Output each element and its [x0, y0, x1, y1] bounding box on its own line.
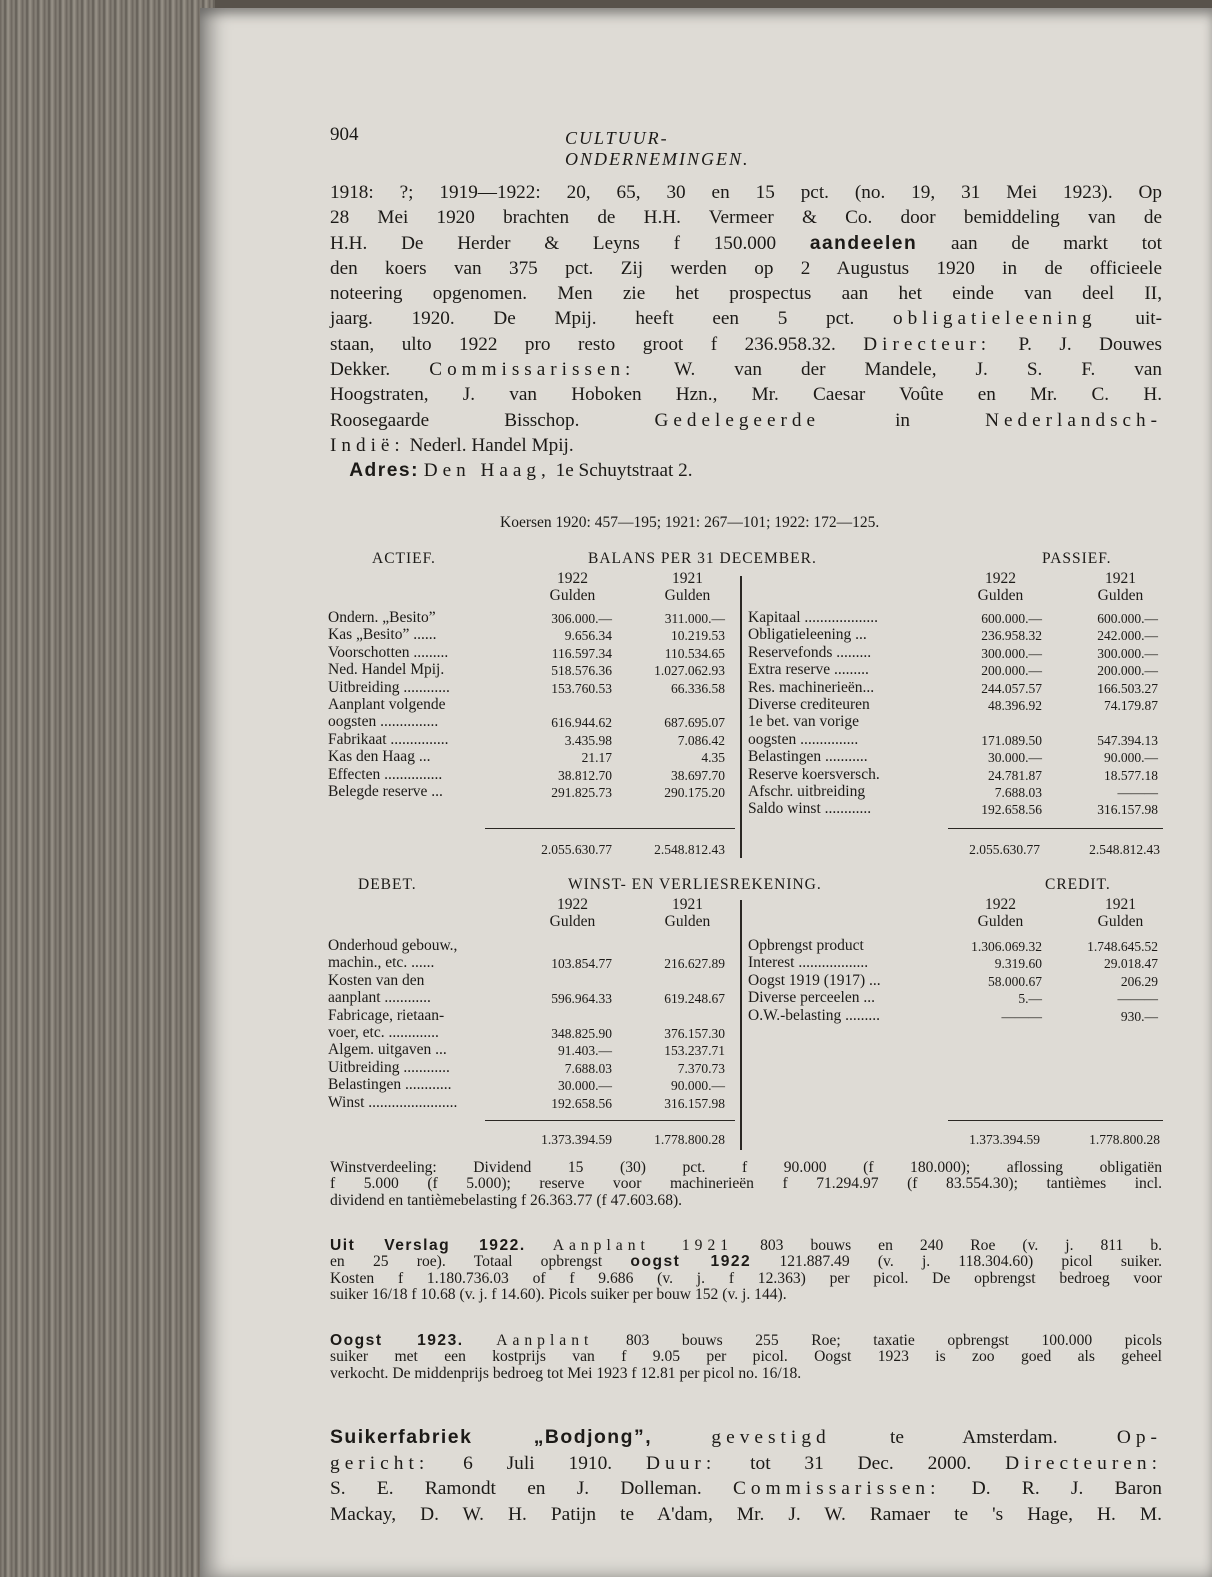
col-year: 1922 — [557, 896, 588, 913]
passief-row-value-1921: ——— — [1117, 785, 1158, 800]
debet-row-label: voer, etc. ............. — [328, 1024, 439, 1041]
actief-row-value-1921: 687.695.07 — [664, 715, 725, 731]
debet-row-value-1922: 103.854.77 — [551, 956, 612, 972]
address-line: Adres: Den Haag, 1e Schuytstraat 2. — [349, 460, 693, 482]
passief-heading: PASSIEF. — [1042, 550, 1112, 567]
text-line: staan, ulto 1922 pro resto groot f 236.958.32. Directeur: P. J. Douwes — [330, 333, 1163, 355]
actief-row-label: Voorschotten ......... — [328, 643, 449, 661]
text-line: H.H. De Herder & Leyns f 150.000 aandeelen aan de markt tot — [330, 232, 1163, 254]
actief-row-label: Effecten ............... — [328, 765, 443, 783]
debet-row-value-1921: 316.157.98 — [664, 1095, 725, 1111]
book-page — [200, 8, 1212, 1577]
passief-row-label: Afschr. uitbreiding — [748, 783, 866, 800]
passief-row-label: 1e bet. van vorige — [748, 713, 860, 731]
debet-row-value-1922: 596.964.33 — [551, 991, 612, 1007]
passief-row-label: Extra reserve ......... — [748, 661, 869, 679]
actief-row-value-1921: 311.000.— — [664, 611, 725, 626]
passief-row-value-1921: 200.000.— — [1097, 663, 1158, 679]
balans-total-actief-1921: 2.548.812.43 — [654, 842, 725, 857]
text-line: Mackay, D. W. H. Patijn te A'dam, Mr. J. W. Ramaer te 's Hage, H. M. — [330, 1503, 1162, 1525]
page-number: 904 — [330, 124, 359, 145]
actief-row-label: oogsten ............... — [328, 713, 439, 731]
text-line: Indië: Nederl. Handel Mpij. — [330, 434, 574, 456]
actief-row-value-1922: 9.656.34 — [564, 628, 612, 644]
passief-row-label: Diverse crediteuren — [748, 696, 870, 713]
text-line: gericht: 6 Juli 1910. Duur: tot 31 Dec. 2000. Directeuren: — [330, 1452, 1162, 1474]
passief-row-value-1922: 200.000.— — [981, 663, 1042, 679]
credit-row-label: Diverse perceelen ... — [748, 989, 875, 1007]
text-line: Kosten f 1.180.736.03 of f 9.686 (v. j. f 12.363) per picol. De opbrengst bedroeg voor — [330, 1269, 1162, 1287]
actief-row-label: Kas „Besito” ...... — [328, 626, 437, 644]
actief-heading: ACTIEF. — [372, 550, 436, 567]
passief-row-value-1922: 300.000.— — [981, 645, 1042, 661]
passief-row-value-1921: 547.394.13 — [1097, 732, 1158, 748]
debet-row-label: Uitbreiding ............ — [328, 1058, 450, 1076]
debet-row-label: Kosten van den — [328, 971, 425, 989]
actief-row-label: Belegde reserve ... — [328, 783, 443, 800]
wv-title: WINST- EN VERLIESREKENING. — [568, 876, 822, 893]
text-line: Hoogstraten, J. van Hoboken Hzn., Mr. Caesar Voûte en Mr. C. H. — [330, 384, 1162, 406]
debet-row-value-1921: 619.248.67 — [664, 991, 725, 1007]
book-spine-edges — [0, 0, 215, 1577]
actief-row-value-1921: 1.027.062.93 — [654, 663, 725, 679]
passief-row-label: Reserve koersversch. — [748, 765, 880, 783]
text-line: Dekker. Commissarissen: W. van der Mandele, J. S. F. van — [330, 359, 1163, 381]
debet-row-value-1921: 153.237.71 — [664, 1043, 725, 1059]
text-line: 1918: ?; 1919—1922: 20, 65, 30 en 15 pct. (no. 19, 31 Mei 1923). Op — [330, 182, 1162, 203]
col-year: 1921 — [672, 896, 703, 913]
actief-row-value-1922: 518.576.36 — [551, 663, 612, 679]
text-line: 28 Mei 1920 brachten de H.H. Vermeer & Co. door bemiddeling van de — [330, 207, 1162, 229]
col-unit: Gulden — [977, 587, 1024, 604]
sum-rule — [485, 1120, 735, 1121]
passief-row-label: Obligatieleening ... — [748, 626, 867, 644]
passief-row-value-1921: 166.503.27 — [1097, 680, 1158, 696]
credit-row-value-1921: 1.748.645.52 — [1087, 939, 1158, 954]
wv-total-credit-1921: 1.778.800.28 — [1089, 1132, 1160, 1147]
bodjong-paragraph — [330, 1425, 1162, 1527]
debet-row-value-1922: 192.658.56 — [551, 1095, 612, 1111]
running-title: CULTUUR-ONDERNEMINGEN. — [565, 128, 750, 169]
credit-row-value-1922: 5.— — [1018, 991, 1042, 1007]
passief-row-value-1922: 600.000.— — [981, 611, 1042, 626]
passief-row-value-1922: 24.781.87 — [988, 767, 1042, 783]
col-unit: Gulden — [977, 913, 1024, 930]
credit-row-label: O.W.-belasting ......... — [748, 1006, 881, 1024]
passief-row-label: Kapitaal ................... — [748, 609, 879, 626]
debet-heading: DEBET. — [358, 876, 417, 893]
actief-row-value-1921: 4.35 — [701, 750, 725, 766]
sum-rule — [948, 1120, 1163, 1121]
debet-row-label: Algem. uitgaven ... — [328, 1041, 447, 1059]
text-line: f 5.000 (f 5.000); reserve voor machinerieën f 71.294.97 (f 83.554.30); tantièmes incl. — [330, 1175, 1162, 1193]
text-line: Suikerfabriek „Bodjong”, gevestigd te Amsterdam. Op- — [330, 1426, 1162, 1448]
passief-row-value-1921: 316.157.98 — [1097, 802, 1158, 818]
oogst-paragraph — [330, 1333, 1162, 1382]
passief-row-value-1922: 192.658.56 — [981, 802, 1042, 818]
text-line: S. E. Ramondt en J. Dolleman. Commissarissen: D. R. J. Baron — [330, 1478, 1162, 1499]
text-line: noteering opgenomen. Men zie het prospectus aan het einde van deel II, — [330, 283, 1162, 305]
intro-paragraph — [330, 180, 1162, 484]
col-unit: Gulden — [664, 587, 711, 604]
passief-row-value-1921: 90.000.— — [1104, 750, 1158, 766]
col-unit: Gulden — [549, 587, 596, 604]
text-line: verkocht. De middenprijs bedroeg tot Mei 1923 f 12.81 per picol no. 16/18. — [330, 1364, 802, 1382]
text-line: jaarg. 1920. De Mpij. heeft een 5 pct. obligatieleening uit- — [330, 308, 1162, 330]
balans-title: BALANS PER 31 DECEMBER. — [588, 550, 817, 567]
debet-row-label: aanplant ............ — [328, 989, 431, 1007]
debet-row-value-1922: 91.403.— — [558, 1043, 612, 1059]
actief-row-label: Uitbreiding ............ — [328, 678, 450, 696]
passief-row-value-1922: 30.000.— — [988, 750, 1042, 766]
balans-divider — [740, 576, 742, 858]
wv-divider — [740, 900, 742, 1150]
debet-row-value-1921: 90.000.— — [671, 1078, 725, 1094]
actief-row-label: Ondern. „Besito” — [328, 609, 436, 626]
credit-row-value-1921: 930.— — [1120, 1008, 1158, 1024]
col-year: 1921 — [672, 570, 703, 587]
debet-row-value-1921: 7.370.73 — [677, 1060, 725, 1076]
verslag-paragraph — [330, 1238, 1162, 1303]
credit-row-value-1921: 29.018.47 — [1104, 956, 1158, 972]
passief-row-label: Saldo winst ............ — [748, 800, 872, 818]
actief-row-label: Kas den Haag ... — [328, 748, 431, 766]
passief-row-label: Res. machinerieën... — [748, 678, 875, 696]
credit-row-label: Oogst 1919 (1917) ... — [748, 971, 881, 989]
col-unit: Gulden — [1097, 913, 1144, 930]
text-line: Uit Verslag 1922. Aanplant 1921 803 bouws en 240 Roe (v. j. 811 b. — [330, 1237, 1163, 1254]
credit-row-value-1921: 206.29 — [1120, 973, 1158, 989]
debet-row-label: Onderhoud gebouw., — [328, 937, 458, 954]
col-year: 1922 — [985, 896, 1016, 913]
actief-row-value-1922: 306.000.— — [551, 611, 612, 626]
passief-row-value-1922: 48.396.92 — [988, 698, 1042, 713]
passief-row-value-1922: 171.089.50 — [981, 732, 1042, 748]
text-line: dividend en tantièmebelasting f 26.363.77 (f 47.603.68). — [330, 1191, 683, 1209]
col-unit: Gulden — [664, 913, 711, 930]
sum-rule — [948, 828, 1163, 829]
debet-row-value-1921: 376.157.30 — [664, 1026, 725, 1041]
actief-row-value-1921: 290.175.20 — [664, 785, 725, 800]
actief-row-value-1922: 616.944.62 — [551, 715, 612, 731]
wv-total-debet-1921: 1.778.800.28 — [654, 1132, 725, 1147]
text-line: Winstverdeeling: Dividend 15 (30) pct. f 90.000 (f 180.000); aflossing obligatiën — [330, 1159, 1162, 1176]
col-unit: Gulden — [549, 913, 596, 930]
actief-row-value-1921: 66.336.58 — [671, 680, 725, 696]
col-unit: Gulden — [1097, 587, 1144, 604]
wv-total-debet-1922: 1.373.394.59 — [541, 1132, 612, 1147]
debet-row-value-1922: 30.000.— — [558, 1078, 612, 1094]
debet-row-value-1921: 216.627.89 — [664, 956, 725, 972]
debet-row-label: Belastingen ............ — [328, 1076, 452, 1094]
passief-row-value-1921: 242.000.— — [1097, 628, 1158, 644]
balans-total-actief-1922: 2.055.630.77 — [541, 842, 612, 857]
actief-row-value-1922: 291.825.73 — [551, 785, 612, 800]
actief-row-label: Fabrikaat ............... — [328, 730, 449, 748]
credit-row-label: Opbrengst product — [748, 937, 864, 954]
debet-row-label: Winst ....................... — [328, 1093, 458, 1111]
debet-row-value-1922: 7.688.03 — [564, 1060, 612, 1076]
passief-row-value-1921: 600.000.— — [1097, 611, 1158, 626]
passief-row-label: oogsten ............... — [748, 730, 859, 748]
sum-rule — [485, 828, 735, 829]
passief-row-label: Belastingen ........... — [748, 748, 868, 766]
debet-row-label: Fabricage, rietaan- — [328, 1006, 445, 1024]
text-line: Roosegaarde Bisschop. Gedelegeerde in Nederlandsch- — [330, 409, 1163, 431]
passief-row-value-1921: 300.000.— — [1097, 645, 1158, 661]
actief-row-value-1921: 110.534.65 — [664, 645, 725, 661]
actief-row-value-1921: 7.086.42 — [677, 732, 725, 748]
actief-row-value-1922: 21.17 — [581, 750, 612, 766]
actief-row-value-1921: 10.219.53 — [671, 628, 725, 644]
text-line: en 25 roe). Totaal opbrengst oogst 1922 121.887.49 (v. j. 118.304.60) picol suiker. — [330, 1253, 1162, 1271]
actief-row-value-1922: 153.760.53 — [551, 680, 612, 696]
text-line: suiker met een kostprijs van f 9.05 per picol. Oogst 1923 is zoo goed als geheel — [330, 1348, 1162, 1366]
actief-row-label: Ned. Handel Mpij. — [328, 661, 445, 679]
col-year: 1922 — [985, 570, 1016, 587]
credit-heading: CREDIT. — [1045, 876, 1111, 893]
actief-row-value-1922: 3.435.98 — [564, 732, 612, 748]
passief-row-value-1922: 244.057.57 — [981, 680, 1042, 696]
text-line: Oogst 1923. Aanplant 803 bouws 255 Roe; taxatie opbrengst 100.000 picols — [330, 1332, 1162, 1349]
actief-row-value-1921: 38.697.70 — [671, 767, 725, 783]
text-line: den koers van 375 pct. Zij werden op 2 Augustus 1920 in de officieele — [330, 257, 1162, 279]
passief-row-value-1921: 74.179.87 — [1104, 698, 1158, 713]
passief-row-value-1922: 236.958.32 — [981, 628, 1042, 644]
actief-row-value-1922: 38.812.70 — [558, 767, 612, 783]
debet-row-value-1922: 348.825.90 — [551, 1026, 612, 1041]
col-year: 1922 — [557, 570, 588, 587]
text-line: suiker 16/18 f 10.68 (v. j. f 14.60). Picols suiker per bouw 152 (v. j. 144). — [330, 1285, 787, 1303]
balans-total-passief-1921: 2.548.812.43 — [1089, 842, 1160, 857]
actief-row-value-1922: 116.597.34 — [551, 645, 612, 661]
debet-row-label: machin., etc. ...... — [328, 954, 435, 972]
wv-total-credit-1922: 1.373.394.59 — [969, 1132, 1040, 1147]
passief-row-value-1922: 7.688.03 — [994, 785, 1042, 800]
balans-total-passief-1922: 2.055.630.77 — [969, 842, 1040, 857]
credit-row-value-1922: 9.319.60 — [994, 956, 1042, 972]
actief-row-label: Aanplant volgende — [328, 696, 446, 713]
winstverdeeling-paragraph — [330, 1160, 1162, 1209]
col-year: 1921 — [1105, 570, 1136, 587]
passief-row-label: Reservefonds ......... — [748, 643, 872, 661]
credit-row-value-1922: 1.306.069.32 — [971, 939, 1042, 954]
koersen-line: Koersen 1920: 457—195; 1921: 267—101; 1922: 172—125. — [500, 514, 880, 531]
credit-row-value-1922: ——— — [1001, 1008, 1042, 1024]
credit-row-value-1921: ——— — [1117, 991, 1158, 1007]
credit-row-label: Interest .................. — [748, 954, 869, 972]
credit-row-value-1922: 58.000.67 — [988, 973, 1042, 989]
passief-row-value-1921: 18.577.18 — [1104, 767, 1158, 783]
col-year: 1921 — [1105, 896, 1136, 913]
